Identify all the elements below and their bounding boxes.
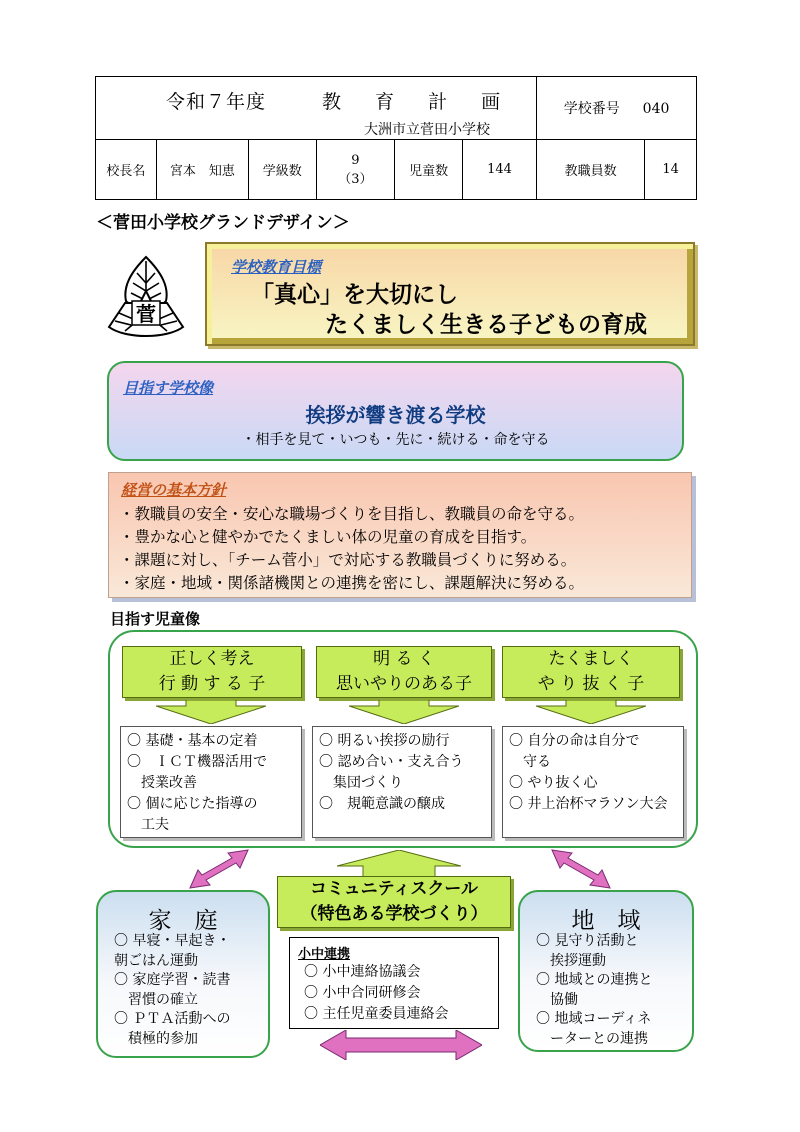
- list-item: 〇 小中連絡協議会: [304, 964, 421, 980]
- cooperation-list: [304, 962, 448, 1025]
- child-column-head-line: 行 動 す る 子: [158, 674, 266, 694]
- principal-name: 宮本 知恵: [156, 140, 248, 200]
- staff-count: 14: [645, 140, 697, 200]
- policy-list: [119, 503, 584, 595]
- list-item: 協働: [536, 991, 578, 1008]
- list-item: 積極的参加: [114, 1030, 198, 1047]
- down-arrow-icon: [156, 700, 266, 724]
- school-number-label: 学校番号: [563, 101, 620, 117]
- year-label: 令和７年度: [166, 91, 267, 113]
- school-image-box: [107, 361, 684, 461]
- child-column-list: [312, 726, 492, 838]
- list-item: 〇 小中合同研修会: [304, 985, 421, 1001]
- up-arrow-icon: [337, 850, 461, 878]
- list-item: 〇 早寝・早起き・: [114, 933, 231, 949]
- home-list: [114, 932, 230, 1049]
- child-column-head-line: 明 る く: [373, 649, 435, 669]
- school-goal-plate: [205, 242, 695, 346]
- school-image-subtitle: ・相手を見て・いつも・先に・続ける・命を守る: [241, 432, 550, 448]
- double-arrow-icon: [188, 848, 250, 890]
- child-column-head-line: や り 抜 く 子: [537, 674, 645, 694]
- school-image-title: 挨拶が響き渡る学校: [305, 403, 486, 427]
- plan-title: 教 育 計 画: [322, 91, 515, 113]
- home-box: [96, 890, 270, 1058]
- down-arrow-icon: [536, 700, 646, 724]
- school-image-label: 目指す学校像: [123, 379, 214, 397]
- school-name: 大洲市立菅田小学校: [364, 122, 490, 138]
- students-count: 144: [462, 140, 536, 200]
- region-list: [536, 932, 652, 1049]
- list-item: 〇 ＰＴＡ活動への: [114, 1011, 231, 1027]
- list-item: 挨拶運動: [536, 952, 606, 969]
- cooperation-title: 小中連携: [298, 947, 351, 962]
- child-column-head: [502, 646, 680, 698]
- title-cell: [96, 77, 537, 140]
- goal-line2: たくましく生きる子どもの育成: [325, 312, 647, 338]
- class-count-label: 学級数: [249, 140, 317, 200]
- emblem-char: 菅: [136, 302, 156, 326]
- community-school-box: [277, 876, 511, 928]
- list-item: 習慣の確立: [114, 991, 198, 1008]
- class-count: 9: [351, 152, 360, 168]
- grand-design-title: ＜菅田小学校グランドデザイン＞: [96, 213, 350, 233]
- community-line: コミュニティスクール: [310, 879, 478, 899]
- school-emblem-icon: [103, 255, 189, 341]
- list-item: 〇 主任児童委員連絡会: [304, 1006, 449, 1022]
- list-item: 〇 規範意識の醸成: [319, 796, 445, 812]
- policy-item: ・家庭・地域・関係諸機関との連携を密にし、課題解決に努める。: [119, 574, 585, 592]
- child-column-head-line: 思いやりのある子: [336, 674, 472, 694]
- double-arrow-icon: [320, 1030, 482, 1060]
- cooperation-box: [289, 937, 499, 1029]
- child-column-list: [502, 726, 684, 838]
- list-item: ーターとの連携: [536, 1030, 648, 1047]
- staff-label: 教職員数: [537, 140, 645, 200]
- child-column-head: [316, 646, 492, 698]
- list-item: 〇 やり抜く心: [509, 775, 598, 791]
- list-item: 朝ごはん運動: [114, 952, 198, 969]
- class-count-sub: （3）: [338, 171, 373, 187]
- list-item: 工夫: [127, 817, 169, 833]
- list-item: 集団づくり: [319, 775, 403, 791]
- header-table: [95, 76, 697, 200]
- list-item: 〇 個に応じた指導の: [127, 796, 258, 812]
- list-item: 〇 井上治杯マラソン大会: [509, 796, 668, 812]
- child-image-title: 目指す児童像: [110, 610, 201, 628]
- goal-label: 学校教育目標: [231, 258, 322, 276]
- region-box: [518, 890, 694, 1052]
- child-column-head-line: 正しく考え: [169, 649, 255, 669]
- list-item: 〇 明るい挨拶の励行: [319, 733, 450, 749]
- students-label: 児童数: [395, 140, 463, 200]
- home-title: 家 庭: [148, 908, 218, 934]
- list-item: 〇 家庭学習・読書: [114, 972, 231, 988]
- goal-line1: 「真心」を大切にし: [251, 282, 458, 308]
- principal-label: 校長名: [96, 140, 157, 200]
- policy-item: ・豊かな心と健やかでたくましい体の児童の育成を目指す。: [119, 528, 537, 546]
- school-number: 040: [642, 101, 670, 117]
- child-column-list: [120, 726, 302, 838]
- region-title: 地 域: [571, 908, 641, 934]
- policy-item: ・課題に対し、「チーム菅小」で対応する教職員づくりに努める。: [119, 551, 577, 569]
- list-item: 授業改善: [127, 775, 197, 791]
- child-column-head: [122, 646, 302, 698]
- list-item: 〇 自分の命は自分で: [509, 733, 640, 749]
- list-item: 〇 地域との連携と: [536, 972, 653, 988]
- policy-item: ・教職員の安全・安心な職場づくりを目指し、教職員の命を守る。: [119, 505, 585, 523]
- list-item: 〇 見守り活動と: [536, 933, 639, 949]
- list-item: 〇 ＩＣＴ機器活用で: [127, 754, 267, 770]
- list-item: 〇 認め合い・支え合う: [319, 754, 464, 770]
- child-column-head-line: たくましく: [548, 649, 634, 669]
- school-number-cell: [537, 77, 697, 140]
- policy-box: [108, 472, 692, 598]
- down-arrow-icon: [349, 700, 459, 724]
- class-count-cell: [316, 140, 395, 200]
- list-item: 〇 基礎・基本の定着: [127, 733, 258, 749]
- list-item: 〇 地域コーディネ: [536, 1011, 652, 1027]
- policy-label: 経営の基本方針: [121, 481, 227, 499]
- list-item: 守る: [509, 754, 551, 770]
- double-arrow-icon: [550, 848, 612, 890]
- community-line: （特色ある学校づくり）: [300, 904, 488, 924]
